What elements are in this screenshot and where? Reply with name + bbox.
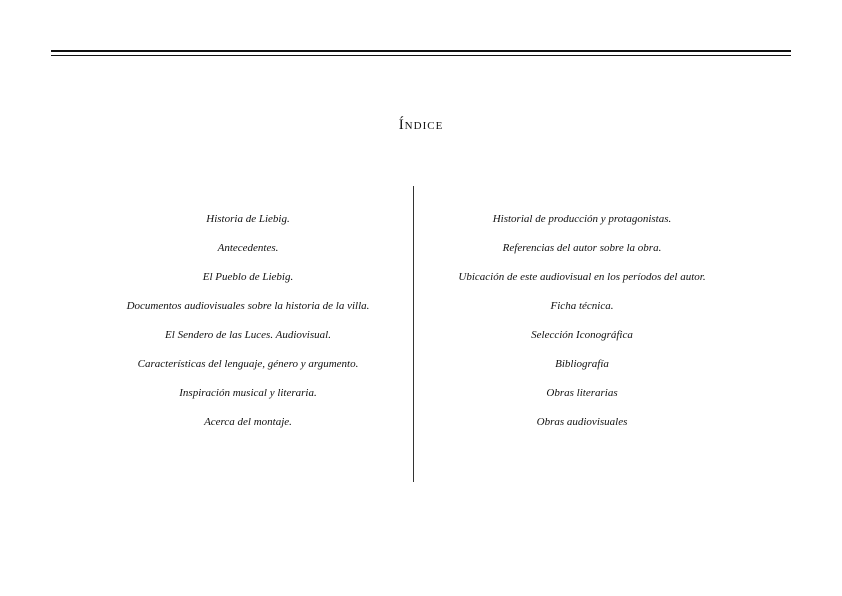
toc-entry[interactable]: Referencias del autor sobre la obra. bbox=[502, 242, 662, 254]
toc-entry[interactable]: Características del lenguaje, género y argumento. bbox=[137, 358, 359, 370]
toc-entry[interactable]: Historial de producción y protagonistas. bbox=[492, 213, 672, 225]
toc-right-column bbox=[422, 210, 742, 442]
toc-entry[interactable]: El Sendero de las Luces. Audiovisual. bbox=[165, 329, 331, 341]
toc-entry[interactable]: El Pueblo de Liebig. bbox=[202, 271, 294, 283]
header-rule-thick bbox=[51, 50, 791, 52]
toc-entry[interactable]: Bibliografía bbox=[555, 358, 609, 370]
toc-entry[interactable]: Ficha técnica. bbox=[550, 300, 614, 312]
toc-entry[interactable]: Obras literarias bbox=[546, 387, 618, 399]
column-divider bbox=[413, 186, 414, 482]
toc-entry[interactable]: Selección Iconográfica bbox=[531, 329, 633, 341]
toc-entry[interactable]: Acerca del montaje. bbox=[204, 416, 292, 428]
page-title: Índice bbox=[398, 117, 444, 133]
toc-left-column bbox=[88, 210, 408, 442]
toc-entry[interactable]: Documentos audiovisuales sobre la historia de la villa. bbox=[126, 300, 370, 312]
toc-entry[interactable]: Ubicación de este audiovisual en los períodos del autor. bbox=[458, 271, 706, 283]
toc-entry[interactable]: Inspiración musical y literaria. bbox=[179, 387, 317, 399]
toc-entry[interactable]: Antecedentes. bbox=[217, 242, 279, 254]
toc-entry[interactable]: Historia de Liebig. bbox=[206, 213, 290, 225]
toc-entry[interactable]: Obras audiovisuales bbox=[536, 416, 628, 428]
header-rule-thin bbox=[51, 55, 791, 56]
